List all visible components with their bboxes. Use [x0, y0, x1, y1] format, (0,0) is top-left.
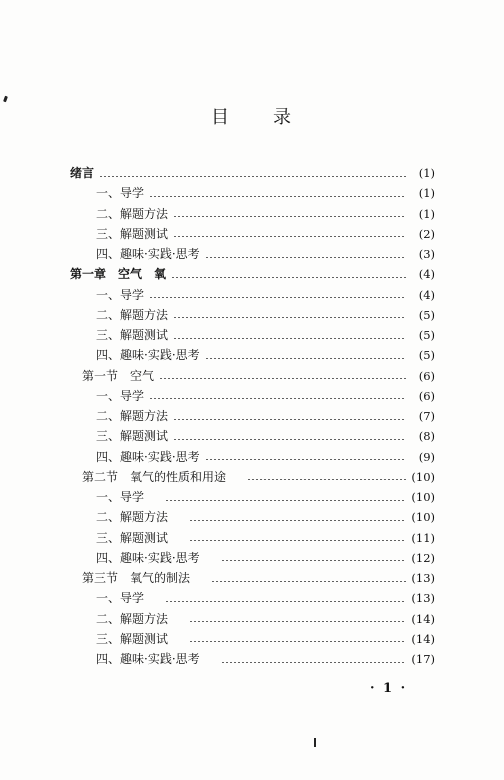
toc-entry-page: (8): [418, 429, 435, 444]
toc-entry-section[interactable]: [70, 568, 435, 588]
dot-leader: [205, 358, 406, 359]
toc-entry-label: 四、趣味·实践·思考: [96, 652, 200, 667]
dot-leader: [189, 641, 406, 642]
toc-entry[interactable]: [70, 629, 435, 649]
toc-entry[interactable]: [70, 649, 435, 669]
toc-entry-page: (17): [411, 652, 435, 667]
toc-entry[interactable]: [70, 548, 435, 568]
toc-entry-label: 三、解题测试: [96, 328, 169, 343]
toc-entry-introduction[interactable]: [70, 163, 435, 183]
toc-entry-page: (12): [411, 550, 435, 565]
dot-leader: [149, 398, 406, 399]
dot-leader: [99, 176, 406, 177]
dot-leader: [173, 317, 406, 318]
toc-entry-page: (13): [411, 571, 435, 586]
toc-entry-page: (14): [411, 611, 435, 626]
toc-entry-label: 一、导学: [96, 388, 145, 403]
toc-entry-page: (10): [411, 510, 435, 525]
title-char-1: 目: [211, 107, 231, 128]
toc-entry[interactable]: [70, 183, 435, 203]
toc-entry[interactable]: [70, 406, 435, 426]
dot-leader: [171, 277, 406, 278]
toc-entry-label: 三、解题测试: [96, 429, 169, 444]
dot-leader: [173, 338, 406, 339]
dot-leader: [173, 439, 406, 440]
toc-entry[interactable]: [70, 528, 435, 548]
dot-leader: [173, 236, 406, 237]
dot-leader: [165, 500, 406, 501]
toc-entry-label: 第三节 氧气的制法: [82, 571, 191, 586]
table-of-contents: [70, 163, 435, 669]
toc-entry-page: (6): [418, 388, 435, 403]
toc-entry[interactable]: [70, 244, 435, 264]
toc-entry-page: (7): [418, 409, 435, 424]
toc-entry-section[interactable]: [70, 467, 435, 487]
toc-entry[interactable]: [70, 345, 435, 365]
toc-entry[interactable]: [70, 325, 435, 345]
toc-entry-page: (3): [418, 247, 435, 262]
toc-entry-label: 四、趣味·实践·思考: [96, 247, 200, 262]
toc-entry-chapter-1[interactable]: [70, 264, 435, 284]
page-title: [0, 103, 504, 129]
toc-entry-label: 绪言: [70, 166, 95, 181]
toc-entry[interactable]: [70, 487, 435, 507]
toc-entry-page: (10): [411, 469, 435, 484]
toc-entry[interactable]: [70, 588, 435, 608]
toc-entry[interactable]: [70, 224, 435, 244]
toc-entry-label: 二、解题方法: [96, 611, 169, 626]
toc-entry-label: 一、导学: [96, 186, 145, 201]
toc-entry[interactable]: [70, 285, 435, 305]
toc-entry-label: 二、解题方法: [96, 409, 169, 424]
toc-entry-page: (4): [418, 267, 435, 282]
toc-entry[interactable]: [70, 305, 435, 325]
toc-entry-page: (13): [411, 591, 435, 606]
toc-entry-page: (1): [418, 166, 435, 181]
dot-leader: [189, 540, 406, 541]
toc-entry-page: (1): [418, 206, 435, 221]
page-number: · 1 ·: [370, 681, 408, 696]
dot-leader: [165, 601, 406, 602]
toc-entry-page: (10): [411, 490, 435, 505]
toc-entry-page: (6): [418, 368, 435, 383]
toc-entry[interactable]: [70, 386, 435, 406]
dot-leader: [173, 216, 406, 217]
stray-ink-mark: [3, 96, 8, 103]
toc-entry-label: 二、解题方法: [96, 307, 169, 322]
toc-entry-page: (14): [411, 631, 435, 646]
dot-leader: [211, 581, 406, 582]
dot-leader: [221, 662, 406, 663]
toc-entry-label: 四、趣味·实践·思考: [96, 348, 200, 363]
toc-entry-label: 三、解题测试: [96, 530, 169, 545]
dot-leader: [205, 459, 406, 460]
toc-entry-label: 四、趣味·实践·思考: [96, 449, 200, 464]
toc-entry-label: 第二节 氧气的性质和用途: [82, 469, 227, 484]
toc-entry[interactable]: [70, 447, 435, 467]
toc-entry-label: 第一节 空气: [82, 368, 155, 383]
toc-entry[interactable]: [70, 204, 435, 224]
toc-entry-page: (4): [418, 287, 435, 302]
toc-entry-page: (1): [418, 186, 435, 201]
toc-entry-page: (11): [411, 530, 435, 545]
dot-leader: [149, 196, 406, 197]
dot-leader: [173, 419, 406, 420]
title-char-2: 录: [273, 107, 293, 128]
toc-entry-label: 三、解题测试: [96, 631, 169, 646]
toc-entry[interactable]: [70, 507, 435, 527]
toc-entry-page: (9): [418, 449, 435, 464]
toc-entry[interactable]: [70, 609, 435, 629]
toc-entry-page: (5): [418, 348, 435, 363]
binding-mark: [314, 738, 316, 747]
toc-entry-page: (2): [418, 226, 435, 241]
dot-leader: [149, 297, 406, 298]
toc-entry-label: 一、导学: [96, 490, 145, 505]
dot-leader: [189, 520, 406, 521]
toc-entry-section[interactable]: [70, 366, 435, 386]
dot-leader: [205, 257, 406, 258]
toc-entry-page: (5): [418, 307, 435, 322]
dot-leader: [159, 378, 406, 379]
dot-leader: [221, 560, 406, 561]
toc-entry-label: 一、导学: [96, 591, 145, 606]
toc-entry-label: 一、导学: [96, 287, 145, 302]
toc-entry-label: 四、趣味·实践·思考: [96, 550, 200, 565]
toc-entry-label: 二、解题方法: [96, 510, 169, 525]
toc-entry-page: (5): [418, 328, 435, 343]
toc-entry-label: 三、解题测试: [96, 226, 169, 241]
dot-leader: [189, 621, 406, 622]
toc-entry-label: 第一章 空气 氧: [70, 267, 167, 282]
dot-leader: [247, 479, 406, 480]
toc-entry[interactable]: [70, 426, 435, 446]
toc-entry-label: 二、解题方法: [96, 206, 169, 221]
